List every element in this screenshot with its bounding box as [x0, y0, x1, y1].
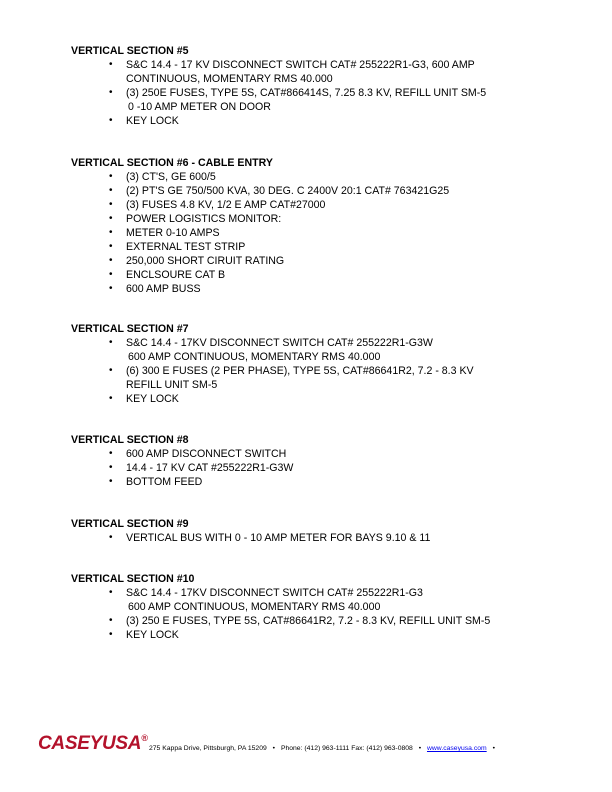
list-item: [71, 86, 571, 114]
bullet-icon: •: [109, 199, 113, 210]
bullet-icon: •: [109, 115, 113, 126]
bullet-list: [71, 58, 571, 128]
section-heading: VERTICAL SECTION #9: [71, 518, 189, 530]
caseyusa-logo: [38, 733, 148, 755]
list-item: [71, 184, 571, 198]
item-text: BOTTOM FEED: [126, 476, 203, 488]
footer-contact: [149, 745, 499, 752]
bullet-icon: •: [109, 255, 113, 266]
vertical-section: [71, 322, 571, 406]
bullet-icon: •: [109, 185, 113, 196]
vertical-section: [71, 517, 571, 545]
bullet-list: [71, 170, 571, 296]
section-heading: VERTICAL SECTION #6 - CABLE ENTRY: [71, 157, 273, 169]
item-text-continued: REFILL UNIT SM-5: [126, 379, 218, 391]
bullet-icon: •: [109, 365, 113, 376]
list-item: [71, 475, 571, 489]
list-item: [71, 447, 571, 461]
item-text: (3) CT'S, GE 600/5: [126, 171, 216, 183]
item-text: (3) FUSES 4.8 KV, 1/2 E AMP CAT#27000: [126, 199, 326, 211]
bullet-icon: •: [109, 241, 113, 252]
item-text-continued: 600 AMP CONTINUOUS, MOMENTARY RMS 40.000: [128, 351, 381, 363]
vertical-section: [71, 44, 571, 128]
list-item: [71, 268, 571, 282]
section-heading: VERTICAL SECTION #10: [71, 573, 195, 585]
item-text-continued: 0 -10 AMP METER ON DOOR: [128, 101, 271, 113]
bullet-icon: •: [109, 213, 113, 224]
vertical-section: [71, 572, 571, 642]
bullet-icon: •: [109, 476, 113, 487]
bullet-list: [71, 586, 571, 642]
list-item: [71, 254, 571, 268]
list-item: [71, 212, 571, 226]
bullet-icon: •: [109, 283, 113, 294]
item-text: 600 AMP DISCONNECT SWITCH: [126, 448, 287, 460]
item-text: EXTERNAL TEST STRIP: [126, 241, 246, 253]
list-item: [71, 364, 571, 392]
item-text: (6) 300 E FUSES (2 PER PHASE), TYPE 5S, CAT#86641R2, 7.2 - 8.3 KV: [126, 365, 474, 377]
item-text: 14.4 - 17 KV CAT #255222R1-G3W: [126, 462, 294, 474]
list-item: [71, 586, 571, 614]
bullet-icon: •: [109, 393, 113, 404]
item-text: S&C 14.4 - 17KV DISCONNECT SWITCH CAT# 255222R1-G3W: [126, 337, 433, 349]
vertical-section: [71, 433, 571, 489]
bullet-list: [71, 336, 571, 406]
item-text: (3) 250E FUSES, TYPE 5S, CAT#866414S, 7.25 8.3 KV, REFILL UNIT SM-5: [126, 87, 487, 99]
item-text: KEY LOCK: [126, 393, 179, 405]
vertical-section: [71, 156, 571, 296]
registered-mark: ®: [141, 732, 148, 743]
item-text: KEY LOCK: [126, 115, 179, 127]
list-item: [71, 628, 571, 642]
bullet-icon: •: [109, 629, 113, 640]
list-item: [71, 226, 571, 240]
footer-separator: •: [272, 745, 276, 752]
bullet-icon: •: [109, 448, 113, 459]
list-item: [71, 114, 571, 128]
item-text: KEY LOCK: [126, 629, 179, 641]
footer-phone-fax: Phone: (412) 963-1111 Fax: (412) 963-0808: [280, 745, 413, 752]
logo-text: CASEYUSA: [38, 733, 142, 754]
website-link[interactable]: www.caseyusa.com: [426, 745, 487, 752]
item-text: METER 0-10 AMPS: [126, 227, 220, 239]
bullet-list: [71, 531, 571, 545]
item-text: 600 AMP BUSS: [126, 283, 201, 295]
section-heading: VERTICAL SECTION #8: [71, 434, 189, 446]
bullet-icon: •: [109, 337, 113, 348]
bullet-icon: •: [109, 587, 113, 598]
item-text: 250,000 SHORT CIRUIT RATING: [126, 255, 285, 267]
list-item: [71, 461, 571, 475]
list-item: [71, 336, 571, 364]
bullet-icon: •: [109, 615, 113, 626]
item-text: ENCLSOURE CAT B: [126, 269, 226, 281]
item-text: S&C 14.4 - 17KV DISCONNECT SWITCH CAT# 255222R1-G3: [126, 587, 423, 599]
bullet-icon: •: [109, 269, 113, 280]
footer-separator: •: [492, 745, 495, 752]
item-text: S&C 14.4 - 17 KV DISCONNECT SWITCH CAT# 255222R1-G3, 600 AMP: [126, 59, 475, 71]
list-item: [71, 170, 571, 184]
list-item: [71, 392, 571, 406]
bullet-list: [71, 447, 571, 489]
list-item: [71, 614, 571, 628]
bullet-icon: •: [109, 87, 113, 98]
list-item: [71, 240, 571, 254]
footer-separator: •: [418, 745, 422, 752]
bullet-icon: •: [109, 171, 113, 182]
list-item: [71, 198, 571, 212]
item-text: VERTICAL BUS WITH 0 - 10 AMP METER FOR BAYS 9.10 & 11: [126, 532, 431, 544]
footer-address: 275 Kappa Drive, Pittsburgh, PA 15209: [149, 745, 267, 752]
item-text: (3) 250 E FUSES, TYPE 5S, CAT#86641R2, 7.2 - 8.3 KV, REFILL UNIT SM-5: [126, 615, 491, 627]
page-footer: [38, 733, 578, 757]
bullet-icon: •: [109, 59, 113, 70]
list-item: [71, 58, 571, 86]
bullet-icon: •: [109, 227, 113, 238]
item-text-continued: 600 AMP CONTINUOUS, MOMENTARY RMS 40.000: [128, 601, 381, 613]
item-text-continued: CONTINUOUS, MOMENTARY RMS 40.000: [126, 73, 333, 85]
section-heading: VERTICAL SECTION #5: [71, 45, 189, 57]
list-item: [71, 531, 571, 545]
section-heading: VERTICAL SECTION #7: [71, 323, 189, 335]
item-text: (2) PT'S GE 750/500 KVA, 30 DEG. C 2400V 20:1 CAT# 763421G25: [126, 185, 450, 197]
list-item: [71, 282, 571, 296]
item-text: POWER LOGISTICS MONITOR:: [126, 213, 282, 225]
bullet-icon: •: [109, 532, 113, 543]
bullet-icon: •: [109, 462, 113, 473]
